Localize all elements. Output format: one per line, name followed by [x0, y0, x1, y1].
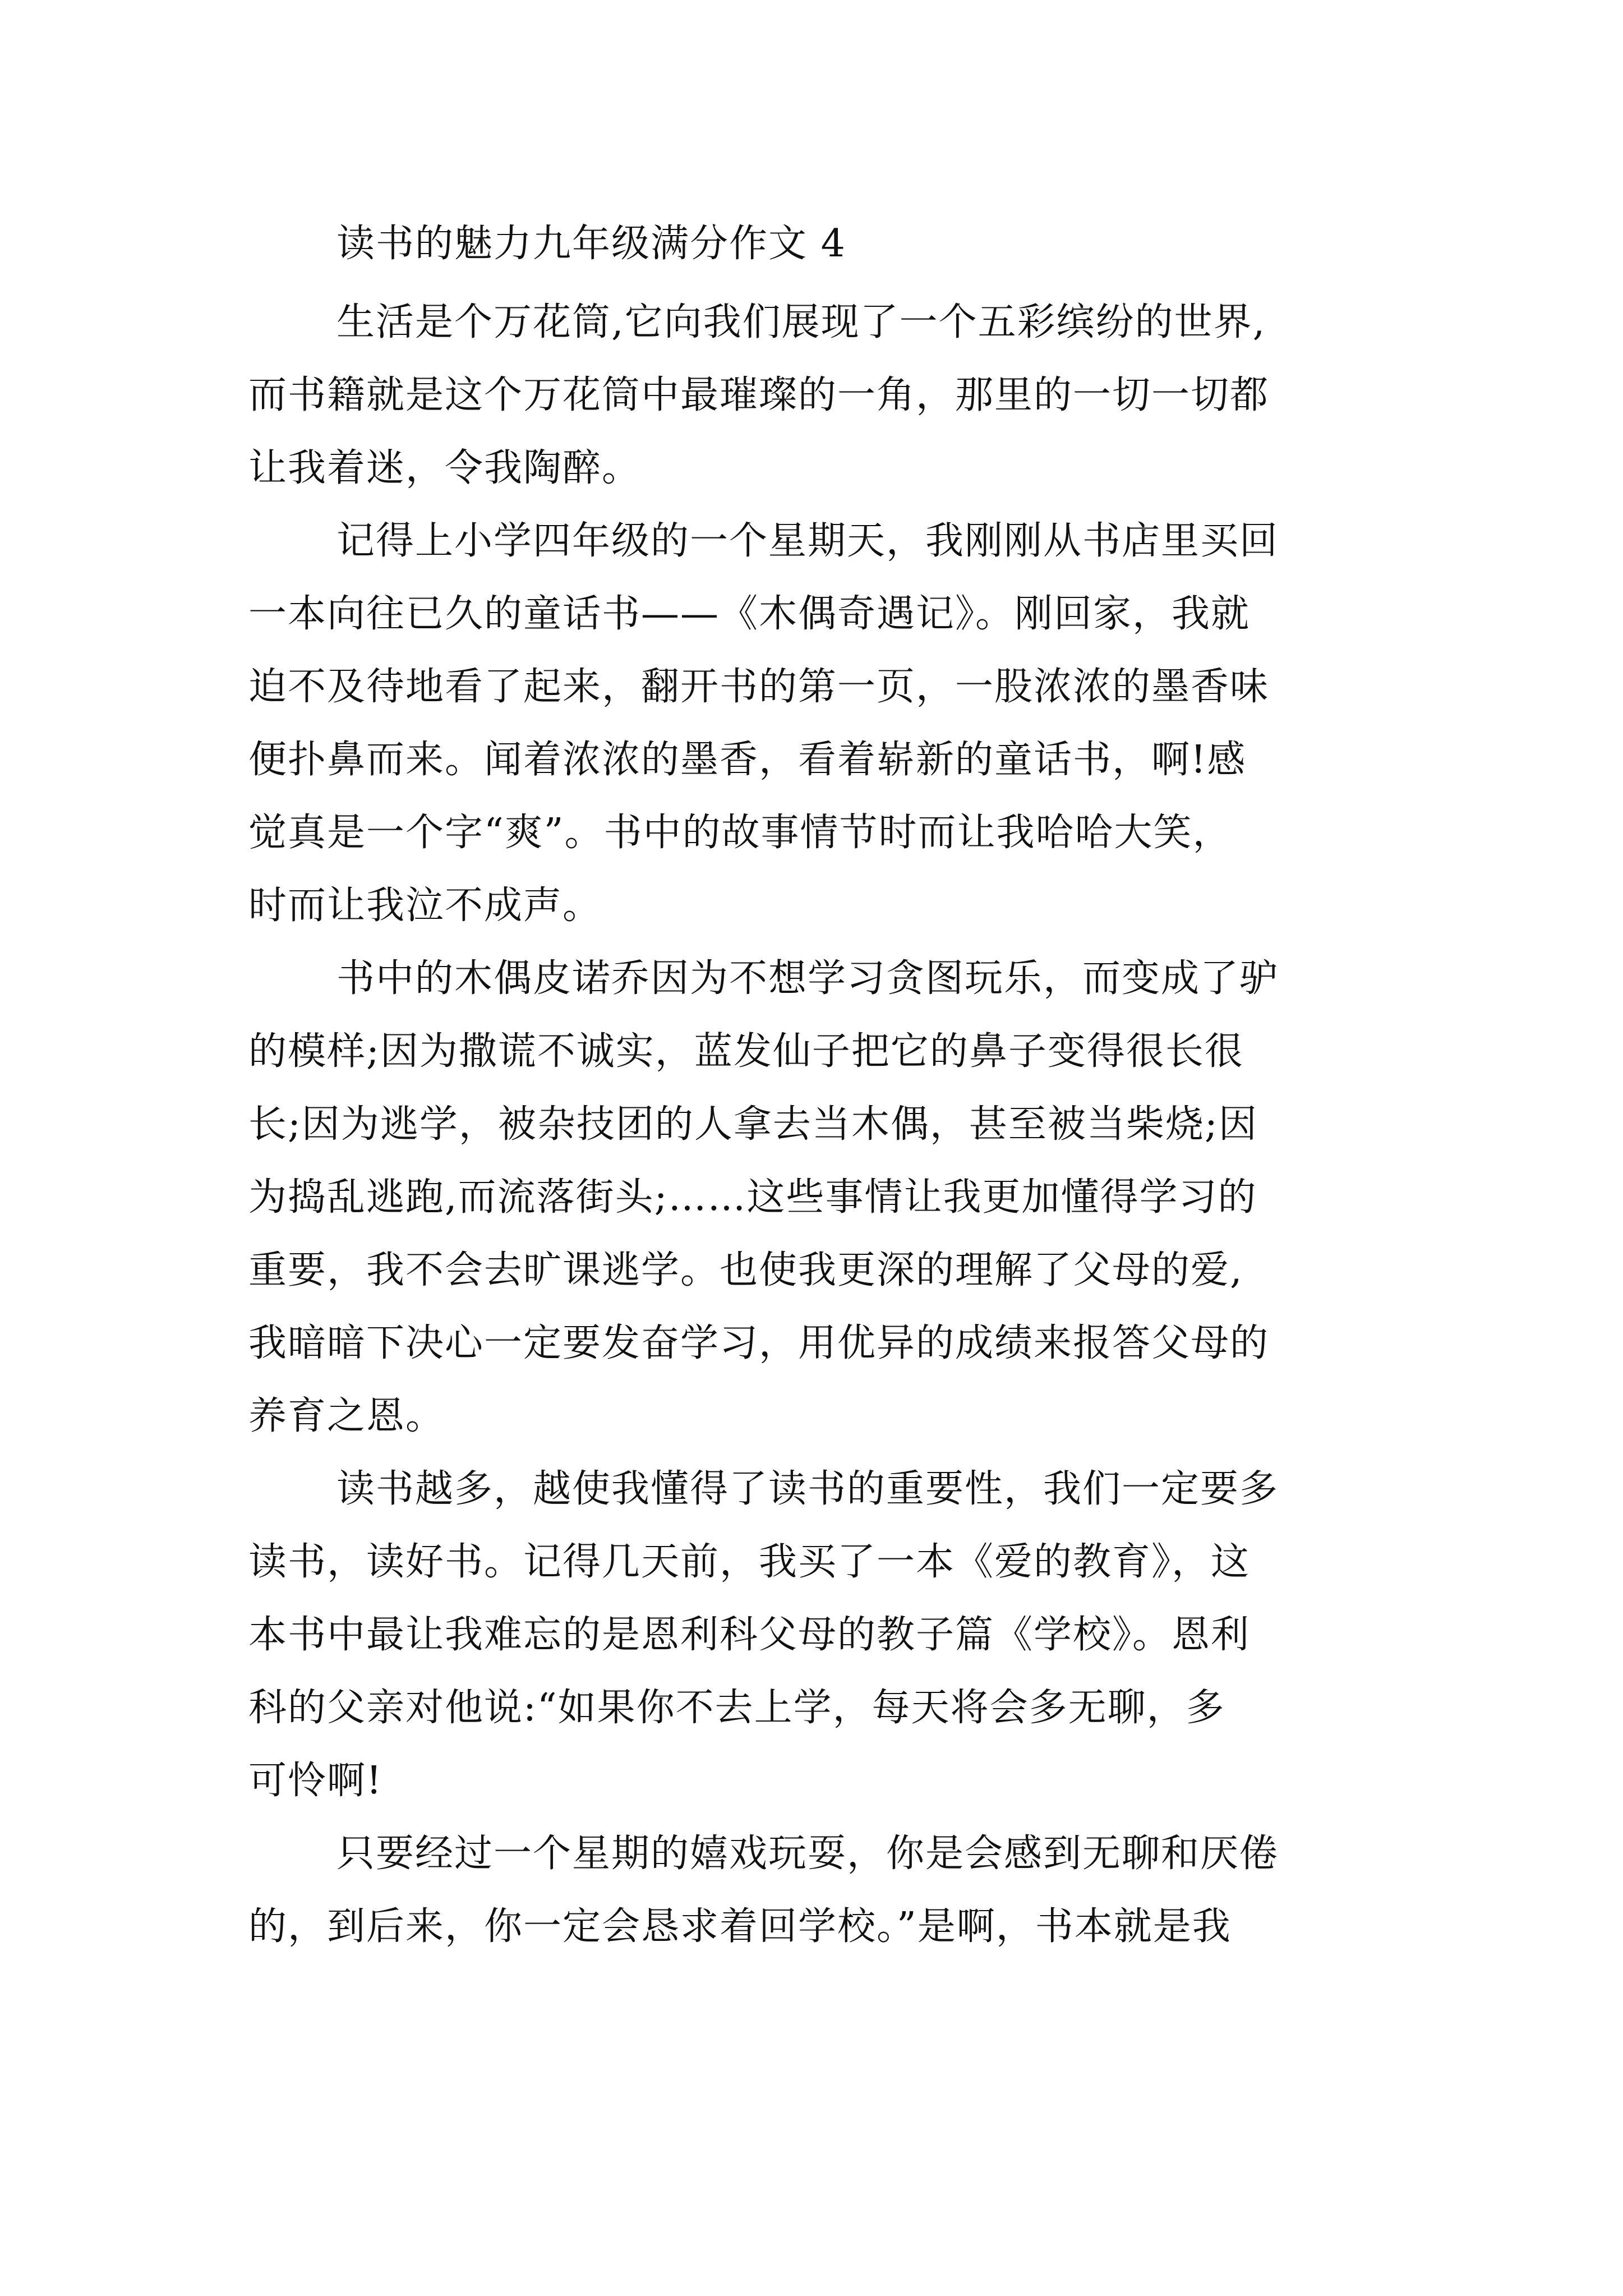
text-line: 科的父亲对他说:“如果你不去上学，每天将会多无聊，多 — [248, 1686, 1225, 1730]
text-line: 重要，我不会去旷课逃学。也使我更深的理解了父母的爱, — [248, 1248, 1243, 1292]
text-line: 的模样;因为撒谎不诚实，蓝发仙子把它的鼻子变得很长很 — [248, 1029, 1244, 1074]
document-title: 读书的魅力九年级满分作文 4 — [336, 222, 846, 266]
text-line: 读书越多，越使我懂得了读书的重要性，我们一定要多 — [336, 1467, 1279, 1511]
text-line: 记得上小学四年级的一个星期天，我刚刚从书店里买回 — [336, 519, 1279, 563]
text-line: 长;因为逃学，被杂技团的人拿去当木偶，甚至被当柴烧;因 — [248, 1102, 1258, 1147]
text-line: 迫不及待地看了起来，翻开书的第一页，一股浓浓的墨香味 — [248, 665, 1270, 709]
text-line: 本书中最让我难忘的是恩利科父母的教子篇《学校》。恩利 — [248, 1613, 1251, 1657]
text-line: 生活是个万花筒,它向我们展现了一个五彩缤纷的世界, — [336, 300, 1266, 344]
text-line: 的，到后来，你一定会恳求着回学校。”是啊，书本就是我 — [248, 1904, 1232, 1949]
text-line: 便扑鼻而来。闻着浓浓的墨香，看着崭新的童话书，啊!感 — [248, 738, 1247, 782]
text-line: 养育之恩。 — [248, 1394, 445, 1438]
text-line: 为捣乱逃跑,而流落街头;……这些事情让我更加懂得学习的 — [248, 1175, 1257, 1220]
text-line: 我暗暗下决心一定要发奋学习，用优异的成绩来报答父母的 — [248, 1321, 1270, 1365]
text-line: 一本向往已久的童话书——《木偶奇遇记》。刚回家，我就 — [248, 592, 1251, 636]
text-line: 时而让我泣不成声。 — [248, 884, 602, 928]
text-line: 觉真是一个字“爽”。书中的故事情节时而让我哈哈大笑， — [248, 811, 1232, 855]
text-line: 只要经过一个星期的嬉戏玩耍，你是会感到无聊和厌倦 — [336, 1832, 1279, 1876]
text-line: 而书籍就是这个万花筒中最璀璨的一角，那里的一切一切都 — [248, 373, 1270, 417]
text-line: 可怜啊! — [248, 1759, 383, 1803]
text-line: 书中的木偶皮诺乔因为不想学习贪图玩乐，而变成了驴 — [336, 956, 1279, 1001]
text-line: 让我着迷，令我陶醉。 — [248, 446, 642, 490]
text-line: 读书，读好书。记得几天前，我买了一本《爱的教育》，这 — [248, 1540, 1251, 1584]
